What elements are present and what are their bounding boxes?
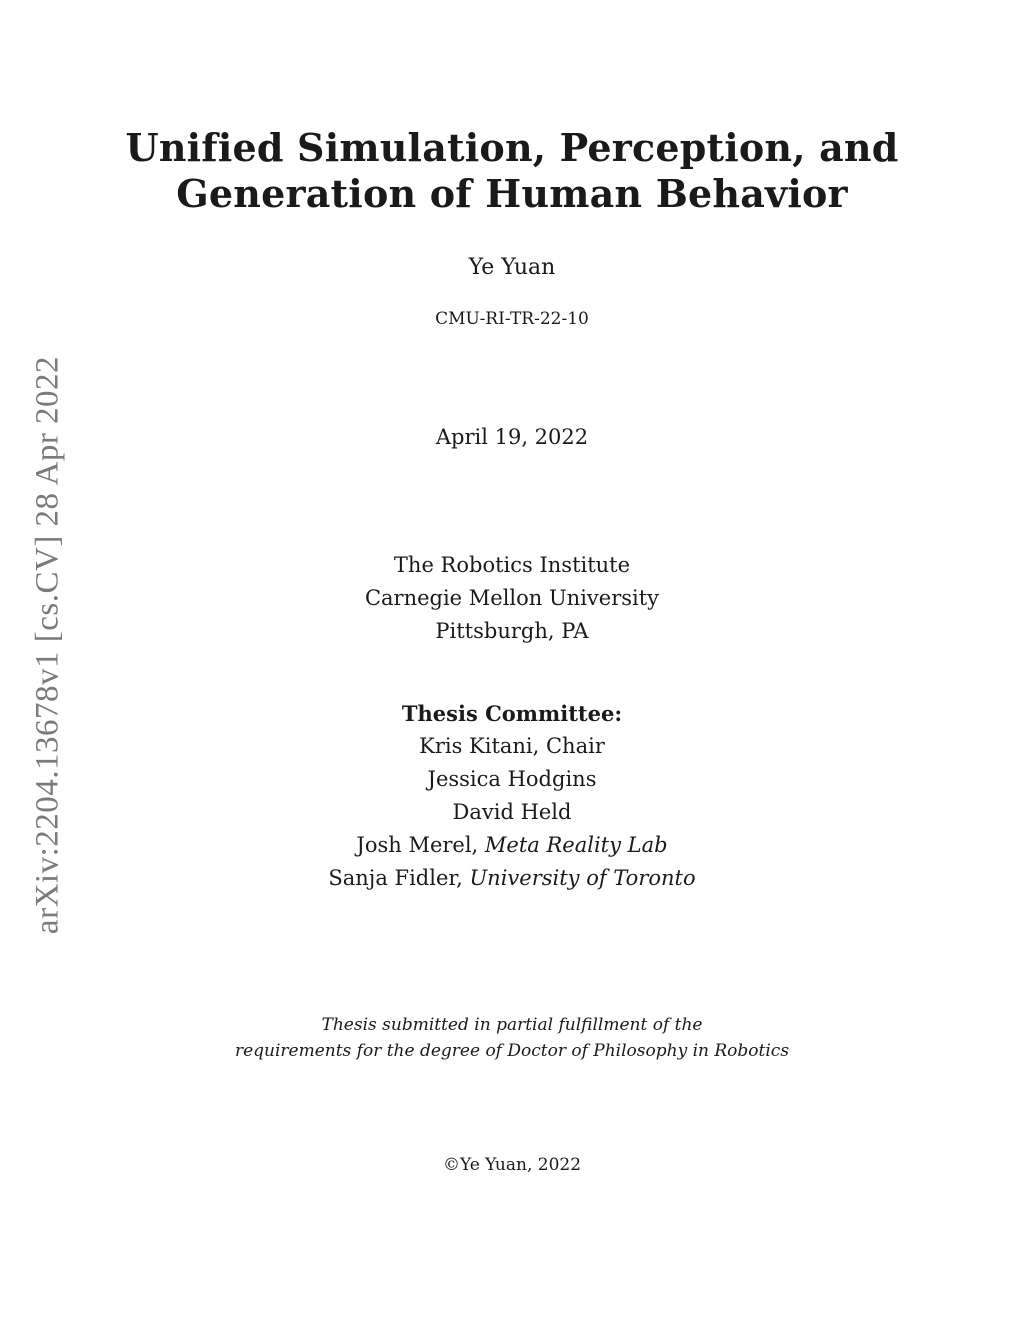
- submission-note-line-1: Thesis submitted in partial fulfillment of the: [321, 1015, 703, 1035]
- institution-block: [0, 549, 1024, 648]
- member-name: Sanja Fidler,: [328, 866, 470, 890]
- member-name: Kris Kitani, Chair: [419, 734, 605, 758]
- member-name: Jessica Hodgins: [427, 767, 597, 791]
- institution-line-3: Pittsburgh, PA: [435, 619, 589, 643]
- member-affiliation: Meta Reality Lab: [484, 833, 668, 857]
- title-line-1: Unified Simulation, Perception, and: [125, 125, 899, 170]
- committee-member: [0, 829, 1024, 862]
- institution-line-1: The Robotics Institute: [393, 553, 631, 577]
- submission-note: [0, 1012, 1024, 1064]
- institution-line-2: Carnegie Mellon University: [364, 586, 660, 610]
- member-name: Josh Merel,: [356, 833, 485, 857]
- committee-member: [0, 730, 1024, 763]
- author-name: Ye Yuan: [468, 255, 556, 280]
- submission-note-line-2: requirements for the degree of Doctor of Philosophy in Robotics: [234, 1041, 790, 1061]
- thesis-title: [0, 125, 1024, 217]
- thesis-date: April 19, 2022: [435, 425, 589, 449]
- committee-member: [0, 796, 1024, 829]
- member-affiliation: University of Toronto: [469, 866, 696, 890]
- member-name: David Held: [452, 800, 572, 824]
- committee-heading: Thesis Committee:: [401, 701, 623, 726]
- thesis-committee: [0, 697, 1024, 895]
- copyright-notice: ©Ye Yuan, 2022: [442, 1155, 582, 1175]
- committee-member: [0, 763, 1024, 796]
- title-line-2: Generation of Human Behavior: [176, 171, 848, 216]
- committee-member: [0, 862, 1024, 895]
- arxiv-identifier: arXiv:2204.13678v1 [cs.CV] 28 Apr 2022: [29, 355, 66, 935]
- report-number: CMU-RI-TR-22-10: [435, 309, 589, 329]
